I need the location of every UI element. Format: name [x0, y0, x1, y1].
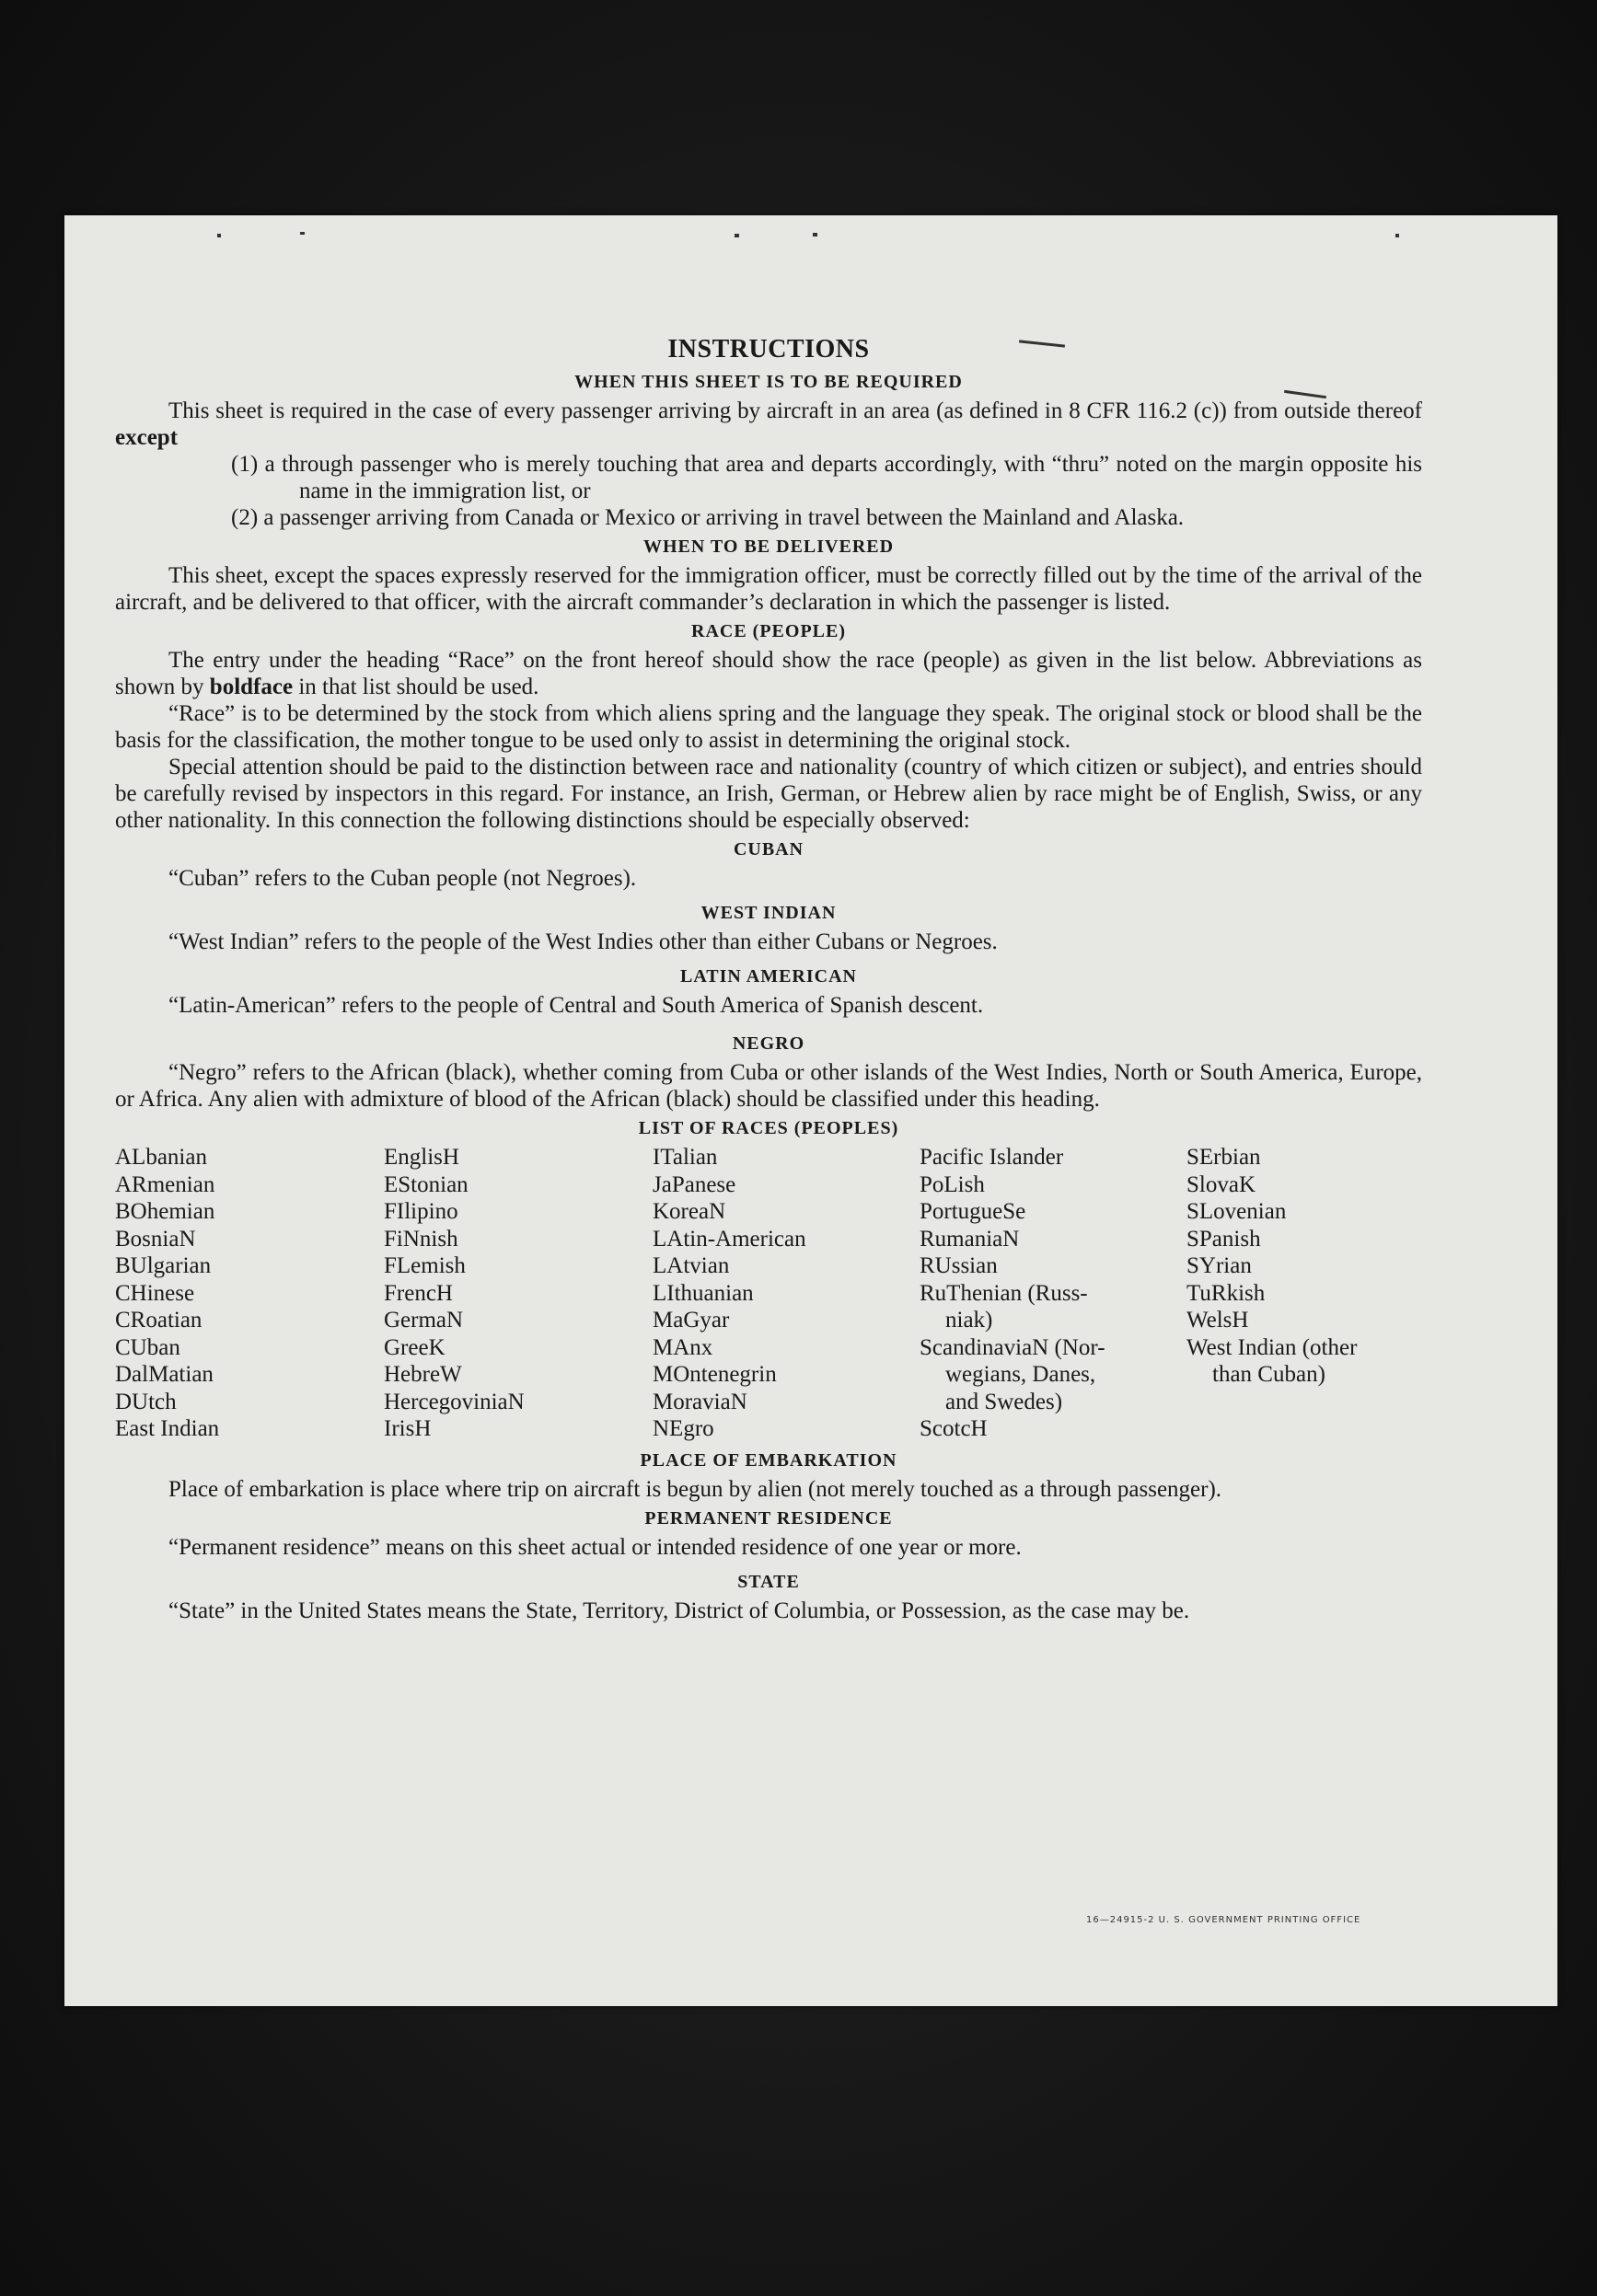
race-item: JaPanese: [653, 1171, 736, 1197]
race-item: SLovenian: [1186, 1199, 1287, 1224]
race-item: ScandinaviaN (Nor-: [920, 1334, 1105, 1360]
printing-office-code: 16—24915-2 U. S. GOVERNMENT PRINTING OFFICE: [1086, 1915, 1361, 1925]
race-p1-start: The entry under the heading “Race” on the front hereof should show the race (people) as given in the list below. Abbreviations as shown by: [115, 648, 1422, 699]
race-item: GreeK: [384, 1334, 446, 1360]
race-item-continuation: wegians, Danes,: [945, 1362, 1096, 1387]
race-item: RUssian: [920, 1253, 998, 1278]
dust-mark: [300, 232, 305, 235]
race-p1-boldface: boldface: [209, 675, 294, 699]
race-item: MaGyar: [653, 1308, 730, 1333]
heading-negro: NEGRO: [732, 1033, 805, 1054]
dust-mark: [735, 234, 739, 237]
heading-state: STATE: [737, 1571, 800, 1592]
race-item: KoreaN: [653, 1199, 726, 1224]
race-item: PortugueSe: [920, 1199, 1026, 1224]
race-item: TuRkish: [1186, 1280, 1266, 1306]
race-item: East Indian: [115, 1416, 220, 1441]
latin-american-text: “Latin-American” refers to the people of Central and South America of Spanish descent.: [168, 993, 984, 1018]
heading-west-indian: WEST INDIAN: [700, 903, 837, 923]
dust-mark: [813, 233, 817, 237]
race-item: PoLish: [920, 1171, 985, 1197]
race-item: WelsH: [1186, 1308, 1249, 1333]
when-required-intro-text: This sheet is required in the case of every passenger arriving by aircraft in an area (as defined in 8 CFR 116.2 (c)) from outside thereof: [168, 398, 1422, 423]
race-item: ScotcH: [920, 1416, 988, 1441]
race-column-3: [653, 1144, 920, 1443]
race-paragraph-3: Special attention should be paid to the distinction between race and nationality (country of which citizen or subject), and entries should be carefully revised by inspectors in this regard. For instance, an Irish, German, or Hebrew alien by race might be of English, Swiss, or any other nationality. In this connection the following distinctions should be especially observed:: [115, 755, 1422, 833]
race-item: CHinese: [115, 1280, 195, 1306]
document-sheet: [64, 215, 1557, 2006]
when-required-intro: [115, 398, 1422, 451]
race-item: MAnx: [653, 1334, 713, 1360]
race-item: IrisH: [384, 1416, 432, 1441]
heading-cuban: CUBAN: [733, 839, 804, 860]
race-list: [115, 1144, 1422, 1443]
heading-when-required: WHEN THIS SHEET IS TO BE REQUIRED: [574, 372, 963, 392]
race-item: BOhemian: [115, 1199, 215, 1224]
race-paragraph-2: “Race” is to be determined by the stock from which aliens spring and the language they speak. The original stock or blood shall be the basis for the classification, the mother tongue to be used only to assist in determining the original stock.: [115, 701, 1422, 753]
race-item: HercegoviniaN: [384, 1389, 525, 1414]
race-item: LAtvian: [653, 1253, 730, 1278]
race-item: MoraviaN: [653, 1389, 747, 1414]
race-item: DalMatian: [115, 1362, 214, 1387]
race-item: HebreW: [384, 1362, 462, 1387]
race-item-continuation: niak): [945, 1308, 993, 1333]
race-item: ALbanian: [115, 1145, 207, 1170]
race-item: BUlgarian: [115, 1253, 212, 1278]
race-item: LIthuanian: [653, 1280, 754, 1306]
race-column-1: [115, 1144, 384, 1443]
race-item: SlovaK: [1186, 1171, 1256, 1197]
heading-embarkation: PLACE OF EMBARKATION: [640, 1449, 897, 1471]
race-item: SPanish: [1186, 1226, 1261, 1252]
heading-when-delivered: WHEN TO BE DELIVERED: [642, 537, 895, 557]
race-column-4: [920, 1144, 1186, 1443]
race-item: FiNnish: [384, 1226, 458, 1252]
when-required-item-2: (2) a passenger arriving from Canada or Mexico or arriving in travel between the Mainland and Alaska.: [231, 505, 1185, 530]
race-column-2: [384, 1144, 653, 1443]
page-title: INSTRUCTIONS: [667, 335, 870, 363]
when-delivered-text: This sheet, except the spaces expressly reserved for the immigration officer, must be correctly filled out by the time of the arrival of the aircraft, and be delivered to that officer, with the aircraft commander’s declaration in which the passenger is listed.: [115, 563, 1422, 615]
race-item: CUban: [115, 1334, 180, 1360]
race-item: CRoatian: [115, 1308, 203, 1333]
race-item: FrencH: [384, 1280, 453, 1306]
when-required-item-1: (1) a through passenger who is merely touching that area and departs accordingly, with “thru” noted on the margin opposite his name in the immigration list, or: [231, 452, 1422, 503]
race-paragraph-1: [115, 647, 1422, 700]
cuban-text: “Cuban” refers to the Cuban people (not Negroes).: [168, 866, 637, 891]
race-item: RuThenian (Russ-: [920, 1280, 1088, 1306]
heading-latin-american: LATIN AMERICAN: [680, 966, 857, 986]
heading-permanent-residence: PERMANENT RESIDENCE: [644, 1507, 893, 1529]
embarkation-text: Place of embarkation is place where trip on aircraft is begun by alien (not merely touched as a through passenger).: [168, 1476, 1222, 1502]
race-item: BosniaN: [115, 1226, 196, 1252]
race-item: RumaniaN: [920, 1226, 1020, 1252]
race-item-continuation: than Cuban): [1212, 1362, 1325, 1387]
race-item: ARmenian: [115, 1171, 215, 1197]
race-item: EnglisH: [384, 1145, 459, 1170]
heading-list-of-races: LIST OF RACES (PEOPLES): [638, 1118, 899, 1138]
race-item-continuation: and Swedes): [945, 1389, 1063, 1414]
race-item: FIlipino: [384, 1199, 458, 1224]
instructions-body: [115, 335, 1422, 1624]
heading-race: RACE (PEOPLE): [691, 621, 846, 641]
race-p1-end: in that list should be used.: [298, 675, 539, 699]
when-required-except: except: [115, 425, 179, 450]
race-item: EStonian: [384, 1171, 469, 1197]
race-item: Pacific Islander: [920, 1145, 1064, 1170]
state-text: “State” in the United States means the State, Territory, District of Columbia, or Possession, as the case may be.: [168, 1598, 1190, 1623]
race-item: SErbian: [1186, 1145, 1261, 1170]
race-item: MOntenegrin: [653, 1362, 777, 1387]
residence-text: “Permanent residence” means on this sheet actual or intended residence of one year or more.: [168, 1534, 1022, 1560]
dust-mark: [217, 234, 221, 237]
race-item: SYrian: [1186, 1253, 1252, 1278]
west-indian-text: “West Indian” refers to the people of the West Indies other than either Cubans or Negroes.: [168, 929, 998, 954]
race-item: FLemish: [384, 1253, 466, 1278]
race-item: GermaN: [384, 1308, 464, 1333]
dust-mark: [1395, 234, 1399, 237]
race-item: NEgro: [653, 1416, 714, 1441]
race-item: LAtin-American: [653, 1226, 806, 1252]
race-column-5: [1186, 1144, 1422, 1443]
race-item: DUtch: [115, 1389, 177, 1414]
race-item: ITalian: [653, 1145, 718, 1170]
race-item: West Indian (other: [1186, 1334, 1358, 1360]
negro-text: “Negro” refers to the African (black), whether coming from Cuba or other islands of the West Indies, North or South America, Europe, or Africa. Any alien with admixture of blood of the African (black) should be classified under this heading.: [115, 1060, 1422, 1112]
